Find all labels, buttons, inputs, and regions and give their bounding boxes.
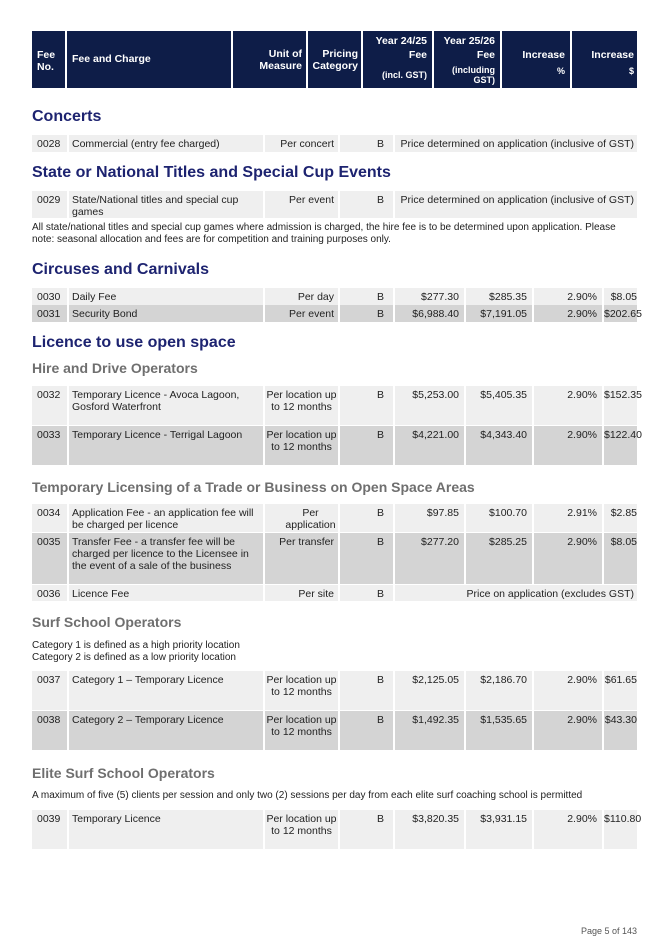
header-year1-sub: (incl. GST) (363, 61, 432, 88)
fee-name: Licence Fee (69, 585, 263, 601)
increase-dollar: $152.35 (604, 386, 637, 425)
fee-category: B (340, 191, 393, 218)
fee-year-2425: $277.30 (395, 288, 464, 305)
elite-surf-note: A maximum of five (5) clients per session and only two (2) sessions per day from each elite surf coaching school is permitted (32, 790, 583, 801)
fee-unit: Per location up to 12 months (265, 426, 338, 465)
header-year1-mid: Fee (363, 49, 432, 63)
fee-name: Category 2 – Temporary Licence (69, 711, 263, 750)
subsection-hire-drive: Hire and Drive Operators (32, 360, 198, 376)
fee-unit: Per transfer (265, 533, 338, 584)
fee-name: Commercial (entry fee charged) (69, 135, 263, 152)
table-row-0036 (32, 585, 637, 601)
table-row-0028 (32, 135, 637, 152)
subsection-temp-licensing: Temporary Licensing of a Trade or Business on Open Space Areas (32, 479, 475, 495)
fee-name: Transfer Fee - a transfer fee will be charged per licence to the Licensee in the event of a sale of the business (69, 533, 263, 584)
fee-year-2425: $4,221.00 (395, 426, 464, 465)
increase-dollar: $43.30 (604, 711, 637, 750)
fee-year-2425: $1,492.35 (395, 711, 464, 750)
fee-category: B (340, 288, 393, 305)
fee-year-2425: $6,988.40 (395, 305, 464, 322)
increase-dollar: $8.05 (604, 533, 637, 584)
fee-price-note: Price on application (excludes GST) (395, 585, 637, 601)
fee-unit: Per location up to 12 months (265, 711, 338, 750)
fee-name: Daily Fee (69, 288, 263, 305)
fee-unit: Per location up to 12 months (265, 386, 338, 425)
fee-year-2526: $285.35 (466, 288, 532, 305)
fee-no: 0038 (32, 711, 67, 750)
increase-percent: 2.90% (534, 305, 602, 322)
fee-year-2526: $285.25 (466, 533, 532, 584)
fee-price-note: Price determined on application (inclusive of GST) (395, 135, 637, 152)
subsection-elite-surf: Elite Surf School Operators (32, 765, 215, 781)
fee-name: Temporary Licence (69, 810, 263, 849)
state-titles-note: All state/national titles and special cup games where admission is charged, the hire fee is to be determined upon application. Please note: seasonal allocation and fees are for competition and training purposes only. (32, 222, 616, 245)
fee-year-2425: $5,253.00 (395, 386, 464, 425)
section-state-titles: State or National Titles and Special Cup Events (32, 164, 391, 181)
fee-no: 0029 (32, 191, 67, 218)
table-row-0035 (32, 533, 637, 584)
fee-category: B (340, 135, 393, 152)
fee-no: 0034 (32, 504, 67, 532)
section-concerts: Concerts (32, 108, 102, 125)
fee-no: 0035 (32, 533, 67, 584)
header-increase-dol-sub: $ (628, 66, 634, 76)
table-row-0031 (32, 305, 642, 322)
header-fee-charge-label: Fee and Charge (72, 53, 151, 65)
fee-year-2526: $5,405.35 (466, 386, 532, 425)
increase-dollar: $122.40 (604, 426, 637, 465)
header-fee-charge (67, 31, 231, 88)
fee-category: B (340, 426, 393, 465)
fee-name: Temporary Licence - Avoca Lagoon, Gosford Waterfront (69, 386, 263, 425)
fee-name: Application Fee - an application fee will be charged per licence (69, 504, 263, 532)
fee-year-2526: $7,191.05 (466, 305, 532, 322)
fee-year-2526: $4,343.40 (466, 426, 532, 465)
fee-category: B (340, 711, 393, 750)
fee-no: 0036 (32, 585, 67, 601)
fee-name: Temporary Licence - Terrigal Lagoon (69, 426, 263, 465)
increase-percent: 2.90% (534, 533, 602, 584)
header-year2-sub: (including GST) (434, 61, 500, 88)
header-year2-mid: Fee (434, 49, 500, 63)
fee-year-2425: $277.20 (395, 533, 464, 584)
increase-percent: 2.90% (534, 288, 602, 305)
fee-year-2526: $1,535.65 (466, 711, 532, 750)
table-row-0032 (32, 386, 642, 425)
fee-no: 0039 (32, 810, 67, 849)
increase-dollar: $110.80 (604, 810, 637, 849)
fee-category: B (340, 305, 393, 322)
header-unit (233, 31, 306, 88)
header-increase-pct-sub: % (556, 66, 565, 76)
fee-year-2526: $2,186.70 (466, 671, 532, 710)
header-pricing-label: Pricing Category (312, 48, 358, 72)
increase-percent: 2.90% (534, 671, 602, 710)
table-row-0030 (32, 288, 637, 305)
subsection-surf-school: Surf School Operators (32, 614, 182, 630)
fee-no: 0031 (32, 305, 67, 322)
table-row-0038 (32, 711, 637, 750)
fee-unit: Per event (265, 305, 338, 322)
increase-dollar: $202.65 (604, 305, 637, 322)
table-row-0037 (32, 671, 637, 710)
fee-no: 0033 (32, 426, 67, 465)
header-increase-pct-label: Increase (522, 49, 565, 61)
header-fee-no (32, 31, 65, 88)
fee-category: B (340, 533, 393, 584)
fee-year-2526: $3,931.15 (466, 810, 532, 849)
increase-dollar: $8.05 (604, 288, 637, 305)
table-row-0039 (32, 810, 642, 849)
fee-year-2425: $97.85 (395, 504, 464, 532)
table-row-0033 (32, 426, 642, 465)
increase-percent: 2.90% (534, 426, 602, 465)
fee-unit: Per day (265, 288, 338, 305)
fee-name: State/National titles and special cup games (69, 191, 263, 218)
fee-unit: Per event (265, 191, 338, 218)
surf-school-note-1: Category 1 is defined as a high priority location (32, 640, 240, 651)
header-year1 (363, 31, 432, 88)
fee-category: B (340, 810, 393, 849)
fee-category: B (340, 671, 393, 710)
header-year2 (434, 31, 500, 88)
fee-no: 0037 (32, 671, 67, 710)
fee-unit: Per location up to 12 months (265, 671, 338, 710)
surf-school-note-2: Category 2 is defined as a low priority location (32, 652, 236, 663)
increase-percent: 2.90% (534, 810, 602, 849)
fee-category: B (340, 504, 393, 532)
header-increase-dol-label: Increase (591, 49, 634, 61)
fee-category: B (340, 386, 393, 425)
increase-dollar: $2.85 (604, 504, 637, 532)
header-unit-label: Unit of Measure (259, 48, 302, 72)
increase-dollar: $61.65 (604, 671, 637, 710)
fee-name: Security Bond (69, 305, 263, 322)
header-increase-dol (572, 31, 637, 88)
fee-unit: Per location up to 12 months (265, 810, 338, 849)
header-increase-pct (502, 31, 570, 88)
fee-unit: Per application (265, 504, 338, 532)
header-year2-top: Year 25/26 (434, 31, 500, 51)
fee-no: 0030 (32, 288, 67, 305)
fee-year-2425: $3,820.35 (395, 810, 464, 849)
fee-year-2425: $2,125.05 (395, 671, 464, 710)
increase-percent: 2.90% (534, 386, 602, 425)
header-pricing (308, 31, 361, 88)
page-number: Page 5 of 143 (580, 926, 637, 936)
fee-price-note: Price determined on application (inclusive of GST) (395, 191, 637, 218)
header-year1-top: Year 24/25 (363, 31, 432, 51)
fee-category: B (340, 585, 393, 601)
fee-unit: Per site (265, 585, 338, 601)
table-row-0034 (32, 504, 637, 532)
fee-unit: Per concert (265, 135, 338, 152)
section-circuses: Circuses and Carnivals (32, 261, 209, 278)
table-row-0029 (32, 191, 637, 218)
fee-no: 0032 (32, 386, 67, 425)
fee-no: 0028 (32, 135, 67, 152)
fee-name: Category 1 – Temporary Licence (69, 671, 263, 710)
increase-percent: 2.90% (534, 711, 602, 750)
increase-percent: 2.91% (534, 504, 602, 532)
fee-year-2526: $100.70 (466, 504, 532, 532)
header-fee-no-label: Fee No. (37, 49, 56, 73)
section-licence-open-space: Licence to use open space (32, 334, 236, 351)
